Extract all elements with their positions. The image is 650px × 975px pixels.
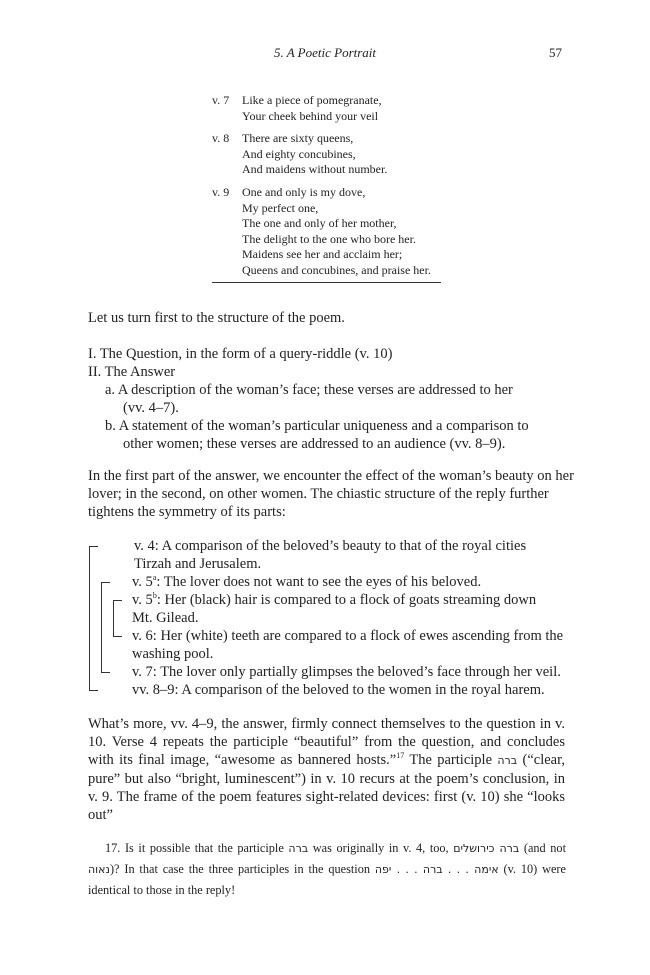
verse-line: Your cheek behind your veil [242,108,379,123]
chiasm-line-v5b-cont: Mt. Gilead. [132,610,199,626]
footnote-17: 17. Is it possible that the participle ברה was originally in v. 4, too, ברה כירושלים (and not נאוה)? In that case the three participles in the question אימה . . . ברה . . . יפה (v. 10) were identical to those in the reply! [88,841,566,897]
verse-lines [242,93,382,124]
paragraph-frame: What’s more, vv. 4–9, the answer, firmly connect themselves to the question in v. 10. Verse 4 repeats the participle “beautiful” from the question, and concludes with its final image, “awesome as bannered hosts.”$^{17}$ The participle ברה (“clear, pure” but also “bright, luminescent”) in v. 10 recurs at the poem’s conclusion, in v. 9. The frame of the poem features sight-related devices: first (v. 10) she “looks out” [88,716,565,823]
outline-subitem-b: b. A statement of the woman’s particular uniqueness and a comparison to [105,418,529,434]
middle-bracket [101,582,110,673]
verse-line: Maidens see her and acclaim her; [242,247,403,262]
verse-number: v. 9 [212,184,230,199]
structure-outline [88,345,565,453]
paragraph-line: tightens the symmetry of its parts: [88,504,286,520]
chiasm-line-v6-cont: washing pool. [132,646,214,662]
outline-subitem-a-cont: (vv. 4–7). [123,400,179,416]
verse-lines [242,131,387,178]
verse-line: One and only is my dove, [242,184,366,199]
verse-line: My perfect one, [242,200,319,215]
chiastic-structure [88,537,568,707]
verse-line: There are sixty queens, [242,131,354,146]
verse-block [212,93,442,283]
chiasm-line-vv8-9: vv. 8–9: A comparison of the beloved to the women in the royal harem. [132,682,545,698]
verse-lines [242,185,431,279]
verse [212,93,442,124]
intro-paragraph: Let us turn first to the structure of the poem. [88,310,345,326]
verse-line: The delight to the one who bore her. [242,231,416,246]
paragraph-line: In the first part of the answer, we encounter the effect of the woman’s beauty on her [88,468,574,484]
chiasm-line-v4: v. 4: A comparison of the beloved’s beauty to that of the royal cities [134,538,527,554]
page-number: 57 [549,45,562,60]
verse-line: Queens and concubines, and praise her. [242,262,431,277]
inner-bracket [113,600,122,637]
chiasm-line-v7: v. 7: The lover only partially glimpses the beloved’s face through her veil. [132,664,561,680]
outline-subitem-b-cont: other women; these verses are addressed to an audience (vv. 8–9). [123,436,506,452]
outline-item-question: I. The Question, in the form of a query-riddle (v. 10) [88,346,393,362]
paragraph-line: lover; in the second, on other women. The chiastic structure of the reply further [88,486,549,502]
verse-line: The one and only of her mother, [242,216,397,231]
chiasm-line-v5b: v. 5$^b$: Her (black) hair is compared to a flock of goats streaming down [132,591,537,608]
verse-line: And maidens without number. [242,162,388,177]
verse-number: v. 7 [212,93,230,107]
chiasm-line-v5a: v. 5$^a$: The lover does not want to see the eyes of his beloved. [132,573,482,590]
outline-subitem-a: a. A description of the woman’s face; these verses are addressed to her [105,382,513,398]
verse [212,185,442,279]
running-head [0,45,650,63]
paragraph-chiastic [88,467,574,521]
verse-number: v. 8 [212,131,230,146]
verse-line: Like a piece of pomegranate, [242,93,382,107]
chiasm-line-v4-cont: Tirzah and Jerusalem. [134,556,262,572]
footnote-ref[interactable]: 17 [396,751,405,761]
outline-item-answer: II. The Answer [88,364,176,380]
chiasm-line-v6: v. 6: Her (white) teeth are compared to a flock of ewes ascending from the [132,628,564,644]
verse-line: And eighty concubines, [242,146,356,161]
running-title: 5. A Poetic Portrait [273,45,377,60]
outer-bracket [89,546,98,691]
verse-rule [212,282,441,283]
verse [212,131,442,178]
